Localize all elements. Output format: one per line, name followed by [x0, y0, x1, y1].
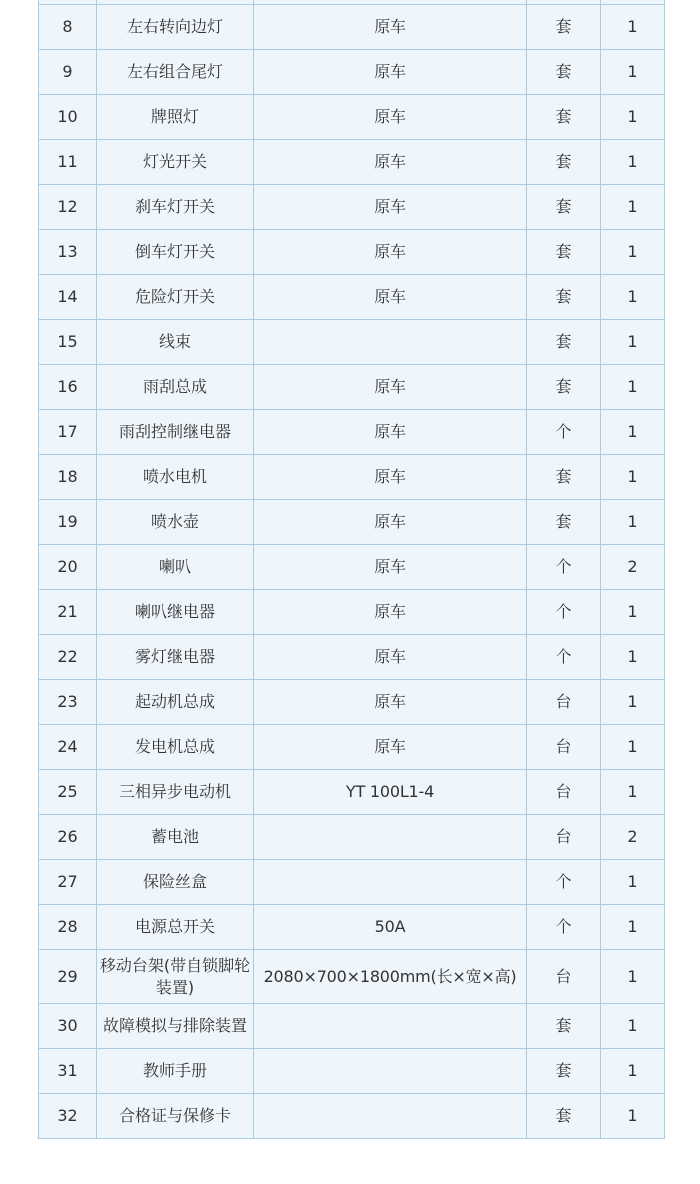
item-unit: 个: [527, 635, 601, 680]
table-row: [39, 815, 665, 860]
item-quantity: 1: [601, 680, 665, 725]
table-row: [39, 95, 665, 140]
item-number: 8: [39, 5, 97, 50]
item-number: 31: [39, 1049, 97, 1094]
table-row: [39, 770, 665, 815]
item-number: 26: [39, 815, 97, 860]
parts-list-table-wrapper: [38, 0, 664, 1139]
item-spec: 原车: [254, 725, 527, 770]
item-unit: 套: [527, 1094, 601, 1139]
item-name: 刹车灯开关: [97, 185, 254, 230]
item-quantity: 1: [601, 275, 665, 320]
item-quantity: 1: [601, 950, 665, 1004]
item-unit: 台: [527, 815, 601, 860]
item-spec: 原车: [254, 590, 527, 635]
item-name: 危险灯开关: [97, 275, 254, 320]
item-number: 25: [39, 770, 97, 815]
item-number: 22: [39, 635, 97, 680]
item-spec: [254, 1004, 527, 1049]
table-row: [39, 140, 665, 185]
table-row: [39, 905, 665, 950]
item-quantity: 1: [601, 95, 665, 140]
item-quantity: 2: [601, 545, 665, 590]
item-name: 左右转向边灯: [97, 5, 254, 50]
parts-table-body: [39, 0, 665, 1139]
item-number: 18: [39, 455, 97, 500]
item-quantity: 1: [601, 635, 665, 680]
table-row: [39, 365, 665, 410]
item-unit: 套: [527, 500, 601, 545]
item-name: 三相异步电动机: [97, 770, 254, 815]
item-name: 发电机总成: [97, 725, 254, 770]
item-name: 喷水壶: [97, 500, 254, 545]
item-spec: 原车: [254, 500, 527, 545]
table-row: [39, 230, 665, 275]
item-name: 线束: [97, 320, 254, 365]
item-spec: 原车: [254, 50, 527, 95]
item-name: 雨刮控制继电器: [97, 410, 254, 455]
item-spec: 原车: [254, 5, 527, 50]
item-spec: YT 100L1-4: [254, 770, 527, 815]
item-quantity: 1: [601, 140, 665, 185]
table-row: [39, 275, 665, 320]
item-name: 保险丝盒: [97, 860, 254, 905]
item-number: 24: [39, 725, 97, 770]
item-spec: 原车: [254, 185, 527, 230]
item-quantity: 1: [601, 5, 665, 50]
item-unit: 套: [527, 1049, 601, 1094]
item-name: 雨刮总成: [97, 365, 254, 410]
item-spec: 原车: [254, 230, 527, 275]
item-unit: 台: [527, 950, 601, 1004]
item-spec: [254, 860, 527, 905]
item-name: 左右组合尾灯: [97, 50, 254, 95]
item-name: 喇叭: [97, 545, 254, 590]
table-row: [39, 410, 665, 455]
item-unit: 套: [527, 275, 601, 320]
item-quantity: 1: [601, 500, 665, 545]
item-number: 19: [39, 500, 97, 545]
item-quantity: 1: [601, 725, 665, 770]
item-name: 蓄电池: [97, 815, 254, 860]
item-spec: 原车: [254, 275, 527, 320]
table-row: [39, 500, 665, 545]
item-unit: 套: [527, 50, 601, 95]
table-row: [39, 1049, 665, 1094]
item-number: 11: [39, 140, 97, 185]
item-quantity: 1: [601, 185, 665, 230]
item-quantity: 1: [601, 320, 665, 365]
item-spec: [254, 320, 527, 365]
item-unit: 套: [527, 455, 601, 500]
item-quantity: 1: [601, 860, 665, 905]
item-number: 12: [39, 185, 97, 230]
item-unit: 套: [527, 230, 601, 275]
item-number: 32: [39, 1094, 97, 1139]
item-spec: [254, 815, 527, 860]
item-name: 教师手册: [97, 1049, 254, 1094]
item-name: 喷水电机: [97, 455, 254, 500]
table-row: [39, 1094, 665, 1139]
item-quantity: 1: [601, 230, 665, 275]
item-quantity: 1: [601, 905, 665, 950]
item-spec: 原车: [254, 410, 527, 455]
table-row: [39, 590, 665, 635]
parts-list-table: [38, 0, 665, 1139]
item-unit: 套: [527, 1004, 601, 1049]
table-row: [39, 545, 665, 590]
item-quantity: 1: [601, 410, 665, 455]
item-spec: 原车: [254, 455, 527, 500]
item-spec: 原车: [254, 680, 527, 725]
item-spec: 原车: [254, 365, 527, 410]
item-number: 14: [39, 275, 97, 320]
item-spec: 原车: [254, 635, 527, 680]
item-number: 21: [39, 590, 97, 635]
item-unit: 个: [527, 860, 601, 905]
item-quantity: 2: [601, 815, 665, 860]
table-row: [39, 50, 665, 95]
table-row: [39, 725, 665, 770]
item-quantity: 1: [601, 365, 665, 410]
item-spec: [254, 1049, 527, 1094]
table-row: [39, 680, 665, 725]
item-quantity: 1: [601, 1049, 665, 1094]
item-unit: 台: [527, 680, 601, 725]
item-quantity: 1: [601, 590, 665, 635]
item-unit: 台: [527, 770, 601, 815]
table-row: [39, 320, 665, 365]
item-unit: 套: [527, 185, 601, 230]
item-name: 喇叭继电器: [97, 590, 254, 635]
item-name: 灯光开关: [97, 140, 254, 185]
item-spec: 原车: [254, 140, 527, 185]
table-row: [39, 455, 665, 500]
item-name: 牌照灯: [97, 95, 254, 140]
item-number: 28: [39, 905, 97, 950]
table-row: [39, 950, 665, 1004]
table-row: [39, 185, 665, 230]
item-unit: 个: [527, 590, 601, 635]
item-quantity: 1: [601, 50, 665, 95]
item-quantity: 1: [601, 455, 665, 500]
item-name: 雾灯继电器: [97, 635, 254, 680]
item-name: 移动台架(带自锁脚轮装置): [97, 950, 254, 1004]
item-spec: 原车: [254, 545, 527, 590]
item-unit: 套: [527, 365, 601, 410]
item-name: 合格证与保修卡: [97, 1094, 254, 1139]
item-spec: 50A: [254, 905, 527, 950]
item-quantity: 1: [601, 1004, 665, 1049]
item-spec: 原车: [254, 95, 527, 140]
item-number: 27: [39, 860, 97, 905]
item-number: 17: [39, 410, 97, 455]
item-unit: 台: [527, 725, 601, 770]
item-number: 15: [39, 320, 97, 365]
item-unit: 套: [527, 140, 601, 185]
item-number: 29: [39, 950, 97, 1004]
item-number: 20: [39, 545, 97, 590]
table-row: [39, 635, 665, 680]
item-number: 30: [39, 1004, 97, 1049]
item-unit: 个: [527, 545, 601, 590]
item-unit: 个: [527, 905, 601, 950]
item-number: 10: [39, 95, 97, 140]
table-row: [39, 1004, 665, 1049]
item-unit: 个: [527, 410, 601, 455]
item-number: 23: [39, 680, 97, 725]
item-unit: 套: [527, 5, 601, 50]
item-quantity: 1: [601, 770, 665, 815]
table-row: [39, 860, 665, 905]
item-name: 故障模拟与排除装置: [97, 1004, 254, 1049]
item-name: 起动机总成: [97, 680, 254, 725]
item-number: 13: [39, 230, 97, 275]
item-number: 9: [39, 50, 97, 95]
item-number: 16: [39, 365, 97, 410]
item-unit: 套: [527, 320, 601, 365]
item-spec: 2080×700×1800mm(长×宽×高): [254, 950, 527, 1004]
item-name: 倒车灯开关: [97, 230, 254, 275]
item-name: 电源总开关: [97, 905, 254, 950]
table-row: [39, 5, 665, 50]
item-spec: [254, 1094, 527, 1139]
item-unit: 套: [527, 95, 601, 140]
item-quantity: 1: [601, 1094, 665, 1139]
